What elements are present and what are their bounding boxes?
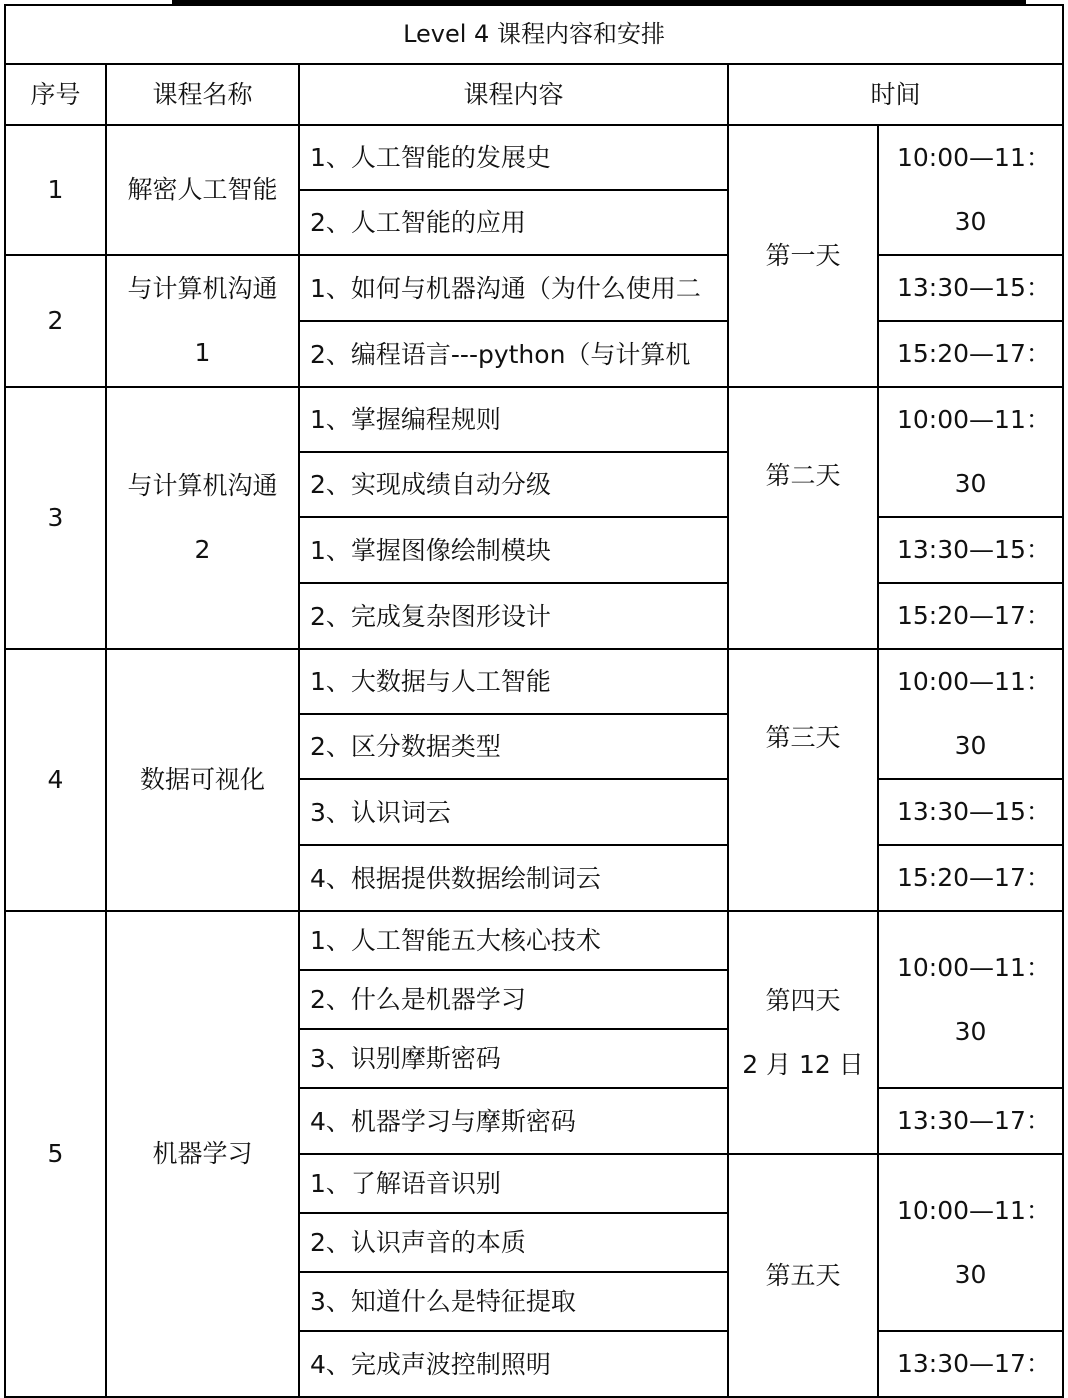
time-end-text: 30 — [954, 1016, 987, 1046]
content-cell: 3、认识词云 — [299, 779, 728, 845]
day-cell: 第三天 — [728, 649, 878, 911]
content-cell: 1、人工智能五大核心技术 — [299, 911, 728, 970]
table-row — [5, 649, 1063, 714]
time-cell: 13:30—15： — [878, 517, 1063, 583]
content-cell: 1、了解语音识别 — [299, 1154, 728, 1213]
table-row — [5, 125, 1063, 190]
title-row — [5, 5, 1063, 64]
time-end-text: 30 — [954, 731, 987, 760]
content-cell: 1、掌握编程规则 — [299, 387, 728, 452]
time-cell — [878, 387, 1063, 517]
content-cell: 2、区分数据类型 — [299, 714, 728, 779]
content-cell: 2、认识声音的本质 — [299, 1213, 728, 1272]
time-cell — [878, 125, 1063, 255]
seq-cell: 3 — [5, 387, 106, 649]
table-row — [5, 387, 1063, 452]
time-end-text: 30 — [954, 469, 987, 498]
time-cell: 13:30—15： — [878, 779, 1063, 845]
content-cell: 1、大数据与人工智能 — [299, 649, 728, 714]
content-cell: 4、机器学习与摩斯密码 — [299, 1088, 728, 1154]
table-row — [5, 255, 1063, 321]
header-seq: 序号 — [5, 64, 106, 125]
content-cell: 1、如何与机器沟通（为什么使用二 — [299, 255, 728, 321]
time-cell — [878, 1154, 1063, 1331]
content-cell: 2、什么是机器学习 — [299, 970, 728, 1029]
time-end-text: 30 — [954, 1259, 987, 1289]
course-name-cell — [106, 255, 299, 387]
header-course-content: 课程内容 — [299, 64, 728, 125]
header-time: 时间 — [728, 64, 1063, 125]
content-cell: 2、编程语言---python（与计算机 — [299, 321, 728, 387]
day-label: 第四天 — [765, 985, 841, 1015]
time-cell: 13:30—17： — [878, 1088, 1063, 1154]
day-cell: 第二天 — [728, 387, 878, 649]
time-cell — [878, 649, 1063, 779]
content-cell: 1、掌握图像绘制模块 — [299, 517, 728, 583]
time-cell: 15:20—17： — [878, 321, 1063, 387]
course-name-cell: 解密人工智能 — [106, 125, 299, 255]
seq-cell: 2 — [5, 255, 106, 387]
course-name-cell: 机器学习 — [106, 911, 299, 1397]
seq-cell: 4 — [5, 649, 106, 911]
day-date: 2 月 12 日 — [742, 1049, 864, 1079]
content-cell: 3、识别摩斯密码 — [299, 1029, 728, 1088]
day-cell: 第一天 — [728, 125, 878, 387]
course-schedule-table — [4, 4, 1064, 1398]
content-cell: 2、实现成绩自动分级 — [299, 452, 728, 517]
content-cell: 2、人工智能的应用 — [299, 190, 728, 255]
course-name-line1: 与计算机沟通 — [127, 274, 278, 303]
time-start-text: 10:00—11： — [897, 405, 1051, 434]
course-name-cell — [106, 387, 299, 649]
time-cell: 13:30—15： — [878, 255, 1063, 321]
content-cell: 1、人工智能的发展史 — [299, 125, 728, 190]
time-end-text: 30 — [954, 207, 987, 236]
content-cell: 4、根据提供数据绘制词云 — [299, 845, 728, 911]
time-cell: 15:20—17： — [878, 845, 1063, 911]
header-row — [5, 64, 1063, 125]
time-start-text: 10:00—11： — [897, 143, 1051, 172]
header-course-name: 课程名称 — [106, 64, 299, 125]
time-start-text: 10:00—11： — [897, 1195, 1051, 1225]
course-name-line2: 1 — [194, 338, 211, 367]
time-cell: 15:20—17： — [878, 583, 1063, 649]
course-name-line1: 与计算机沟通 — [127, 471, 278, 500]
time-start-text: 10:00—11： — [897, 952, 1051, 982]
seq-cell: 1 — [5, 125, 106, 255]
time-start-text: 10:00—11： — [897, 667, 1051, 696]
course-name-cell: 数据可视化 — [106, 649, 299, 911]
time-cell: 13:30—17： — [878, 1331, 1063, 1397]
seq-cell: 5 — [5, 911, 106, 1397]
table-row — [5, 911, 1063, 970]
day-cell: 第五天 — [728, 1154, 878, 1397]
content-cell: 2、完成复杂图形设计 — [299, 583, 728, 649]
course-name-line2: 2 — [194, 535, 211, 564]
content-cell: 3、知道什么是特征提取 — [299, 1272, 728, 1331]
content-cell: 4、完成声波控制照明 — [299, 1331, 728, 1397]
day-cell — [728, 911, 878, 1154]
time-cell — [878, 911, 1063, 1088]
table-title: Level 4 课程内容和安排 — [5, 5, 1063, 64]
